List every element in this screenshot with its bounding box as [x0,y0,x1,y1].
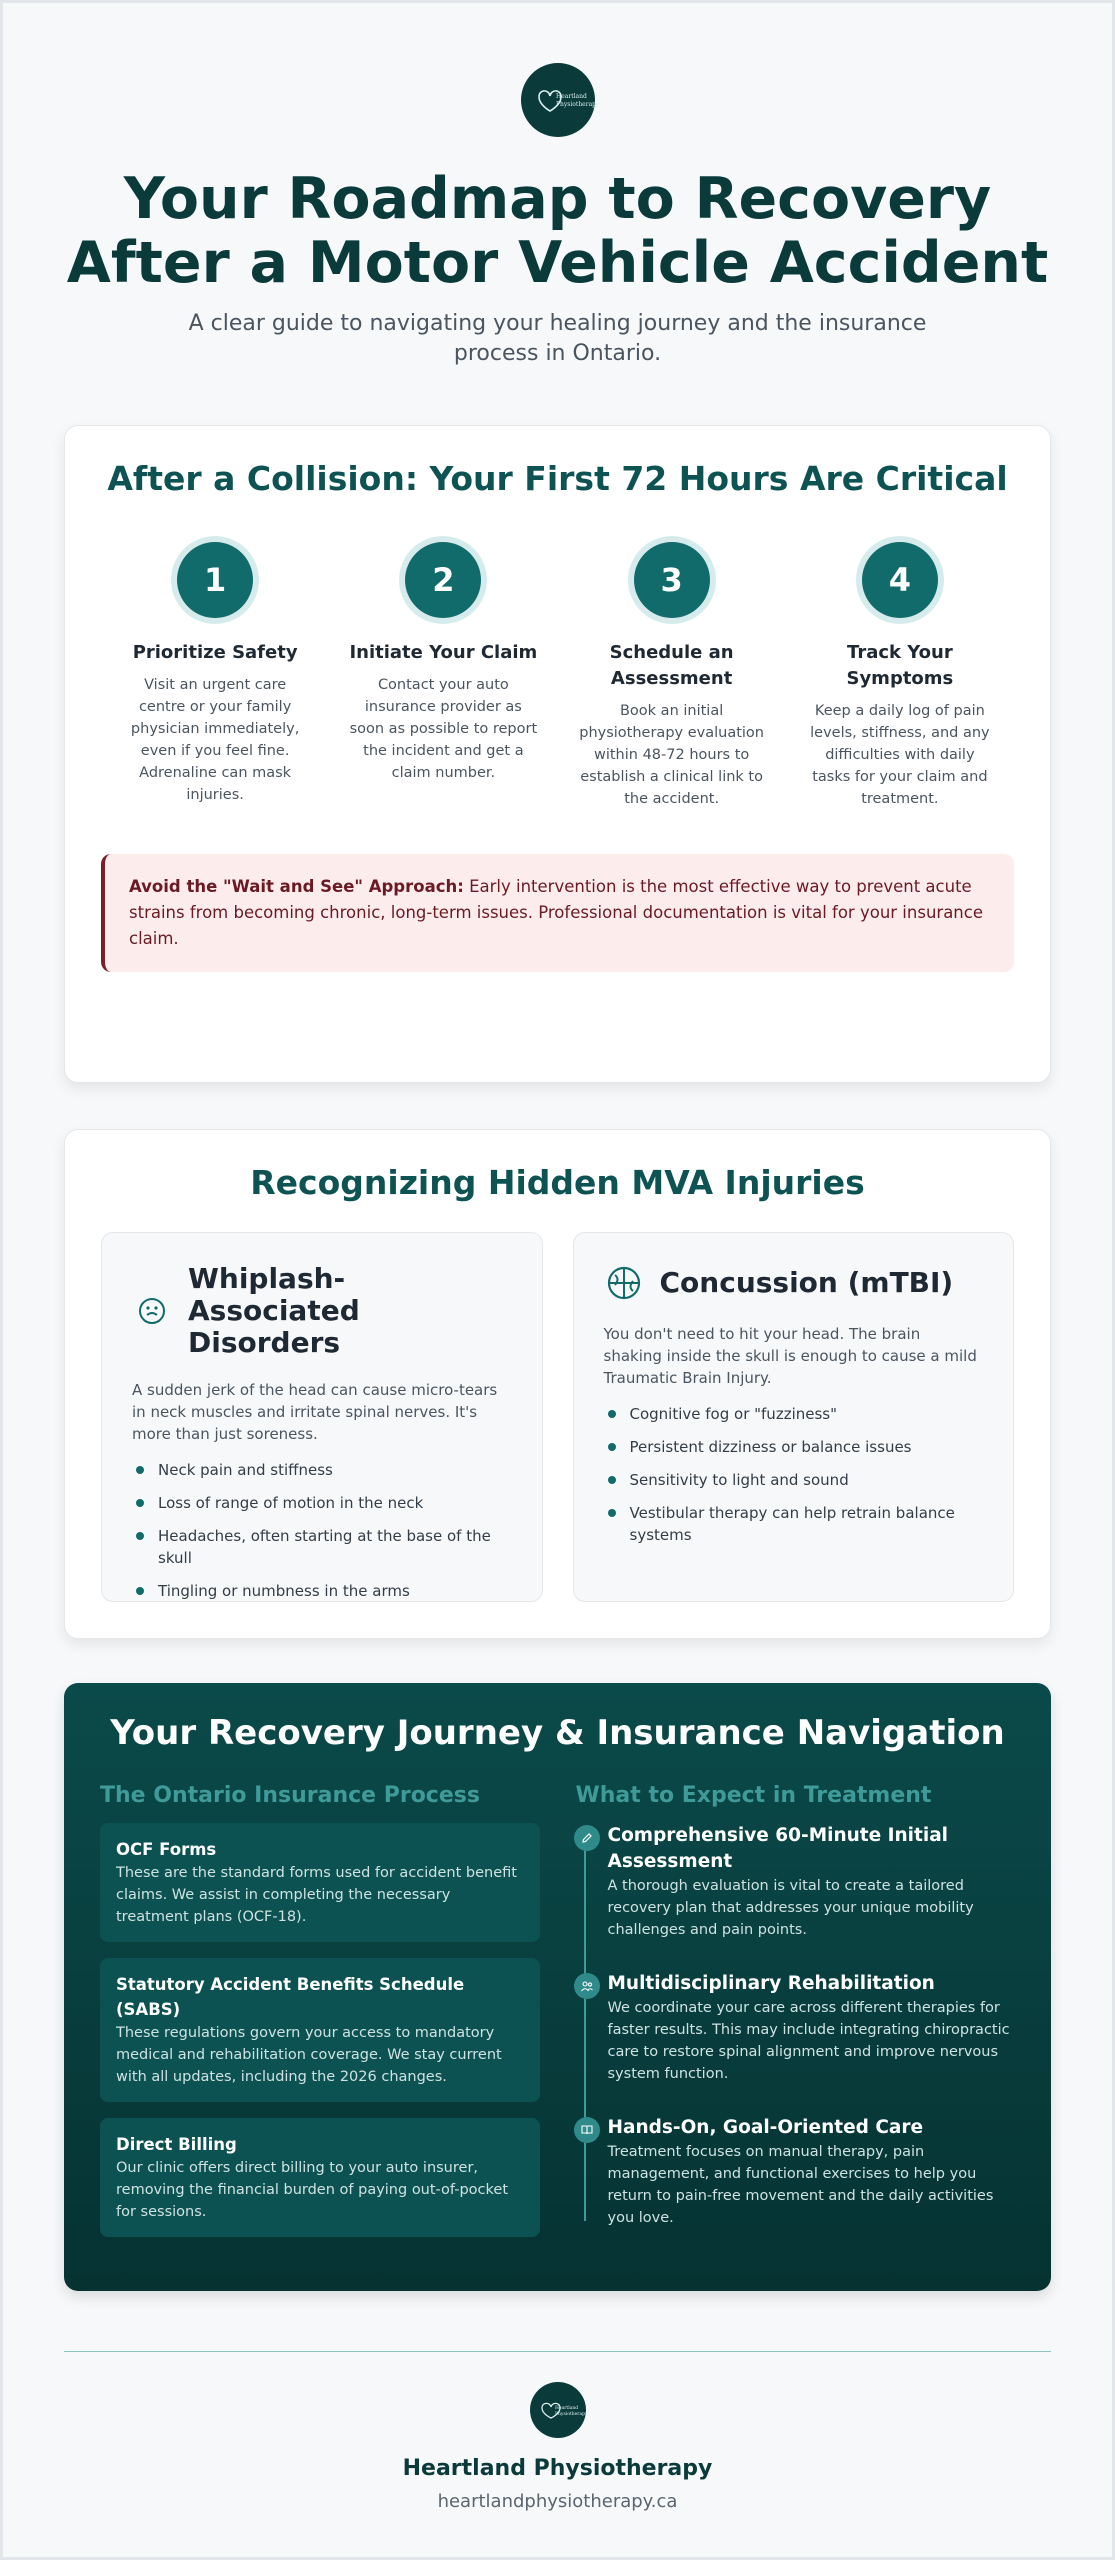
insurance-column [100,1783,540,2259]
pencil-icon [574,1825,600,1851]
alert-text: Early intervention is the most effective way to prevent acute strains from becoming chronic, long-term issues. Professional documentation is vital for your insurance claim. [129,877,983,948]
step-text: Contact your auto insurance provider as soon as possible to report the incident and get a claim number. [349,677,538,781]
step-text: Keep a daily log of pain levels, stiffness, and any difficulties with daily tasks for your claim and treatment. [810,703,990,807]
users-icon [574,1973,600,1999]
journey-columns [100,1783,1015,2259]
step-number: 3 [634,542,710,618]
timeline-item-title: Comprehensive 60-Minute Initial Assessment [607,1825,949,1872]
timeline-item-text: Treatment focuses on manual therapy, pain management, and functional exercises to help you return to pain-free movement and the daily activities you love. [607,2144,994,2226]
concussion-header [604,1263,984,1303]
insurance-item-ocf [100,1823,540,1942]
step-title: Schedule an Assessment [609,642,734,689]
footer-website-link[interactable]: heartlandphysiotherapy.ca [437,2491,678,2512]
list-item: Loss of range of motion in the neck [132,1492,512,1514]
whiplash-header [132,1263,512,1359]
timeline-item-assessment [608,1823,1016,1941]
footer-logo [530,2382,586,2438]
whiplash-title: Whiplash-Associated Disorders [188,1262,360,1359]
insurance-item-text: These regulations govern your access to mandatory medical and rehabilitation coverage. We stay current with all updates, including the 2026 changes. [116,2025,502,2085]
timeline-item-title: Multidisciplinary Rehabilitation [607,1973,935,1994]
step-title: Initiate Your Claim [349,642,538,663]
svg-text:Physiotherapy: Physiotherapy [554,2412,588,2417]
footer-clinic-name: Heartland Physiotherapy [402,2456,713,2481]
wait-and-see-alert [101,854,1014,972]
page-title: Your Roadmap to Recovery After a Motor Vehicle Accident [66,166,1049,296]
insurance-item-billing [100,2118,540,2237]
timeline-item-text: We coordinate your care across different therapies for faster results. This may include integrating chiropractic care to restore spinal alignment and improve nervous system function. [607,2000,1010,2082]
hidden-injuries-card [64,1129,1051,1639]
alert-bold-text: Avoid the "Wait and See" Approach: [129,877,464,896]
steps-row [101,542,1014,810]
concussion-symptom-list [604,1403,984,1546]
injury-row [101,1232,1014,1602]
treatment-heading: What to Expect in Treatment [575,1783,932,1808]
list-item: Cognitive fog or "fuzziness" [604,1403,984,1425]
hidden-injuries-title: Recognizing Hidden MVA Injuries [250,1163,865,1202]
whiplash-text: A sudden jerk of the head can cause micro-tears in neck muscles and irritate spinal nerves. It's more than just soreness. [132,1381,498,1443]
step-number: 1 [177,542,253,618]
svg-text:Heartland: Heartland [554,2406,578,2411]
step-2 [329,542,557,810]
page-subtitle: A clear guide to navigating your healing journey and the insurance process in Ontario. [188,311,927,366]
step-title: Track Your Symptoms [846,642,954,689]
timeline-item-care [608,2115,1016,2229]
recovery-journey-title: Your Recovery Journey & Insurance Navigation [110,1713,1005,1753]
step-number: 4 [862,542,938,618]
timeline-item-text: A thorough evaluation is vital to create a tailored recovery plan that addresses your unique mobility challenges and pain points. [607,1878,974,1938]
concussion-title: Concussion (mTBI) [659,1266,954,1299]
recovery-journey-card [64,1683,1051,2291]
brain-icon [604,1263,644,1303]
first-72-hours-card [64,425,1051,1083]
heart-logo-icon [536,2396,588,2424]
heart-logo-icon [529,81,599,119]
first-72-hours-title: After a Collision: Your First 72 Hours Are Critical [107,459,1008,498]
list-item: Persistent dizziness or balance issues [604,1436,984,1458]
list-item: Sensitivity to light and sound [604,1469,984,1491]
page [64,63,1051,2512]
step-title: Prioritize Safety [132,642,298,663]
step-3 [558,542,786,810]
insurance-item-text: These are the standard forms used for accident benefit claims. We assist in completing the necessary treatment plans (OCF-18). [116,1865,517,1925]
step-1 [101,542,329,810]
footer-divider [64,2351,1051,2352]
list-item: Headaches, often starting at the base of the skull [132,1525,512,1569]
timeline-item-rehab [608,1971,1016,2085]
whiplash-symptom-list [132,1459,512,1602]
insurance-item-sabs [100,1958,540,2102]
insurance-heading: The Ontario Insurance Process [100,1783,480,1808]
step-text: Visit an urgent care centre or your family physician immediately, even if you feel fine. Adrenaline can mask injuries. [130,677,300,803]
book-icon [574,2117,600,2143]
step-number: 2 [405,542,481,618]
clinic-logo [521,63,599,137]
list-item: Tingling or numbness in the arms [132,1580,512,1602]
whiplash-panel [101,1232,543,1602]
insurance-item-text: Our clinic offers direct billing to your auto insurer, removing the financial burden of paying out-of-pocket for sessions. [116,2160,509,2220]
insurance-item-title: OCF Forms [116,1840,217,1859]
insurance-item-title: Direct Billing [116,2135,237,2154]
timeline-item-title: Hands-On, Goal-Oriented Care [607,2117,924,2138]
svg-text:Physiotherapy: Physiotherapy [555,101,599,108]
treatment-column [576,1783,1016,2259]
insurance-item-title: Statutory Accident Benefits Schedule (SABS) [116,1975,465,2019]
concussion-panel [573,1232,1015,1602]
concussion-text: You don't need to hit your head. The brain shaking inside the skull is enough to cause a mild Traumatic Brain Injury. [603,1325,977,1387]
treatment-timeline [576,1823,1016,2229]
svg-text:Heartland: Heartland [555,93,587,100]
list-item: Vestibular therapy can help retrain balance systems [604,1502,984,1546]
step-text: Book an initial physiotherapy evaluation within 48-72 hours to establish a clinical link to the accident. [579,703,764,807]
face-icon [132,1291,172,1331]
step-4 [786,542,1014,810]
list-item: Neck pain and stiffness [132,1459,512,1481]
